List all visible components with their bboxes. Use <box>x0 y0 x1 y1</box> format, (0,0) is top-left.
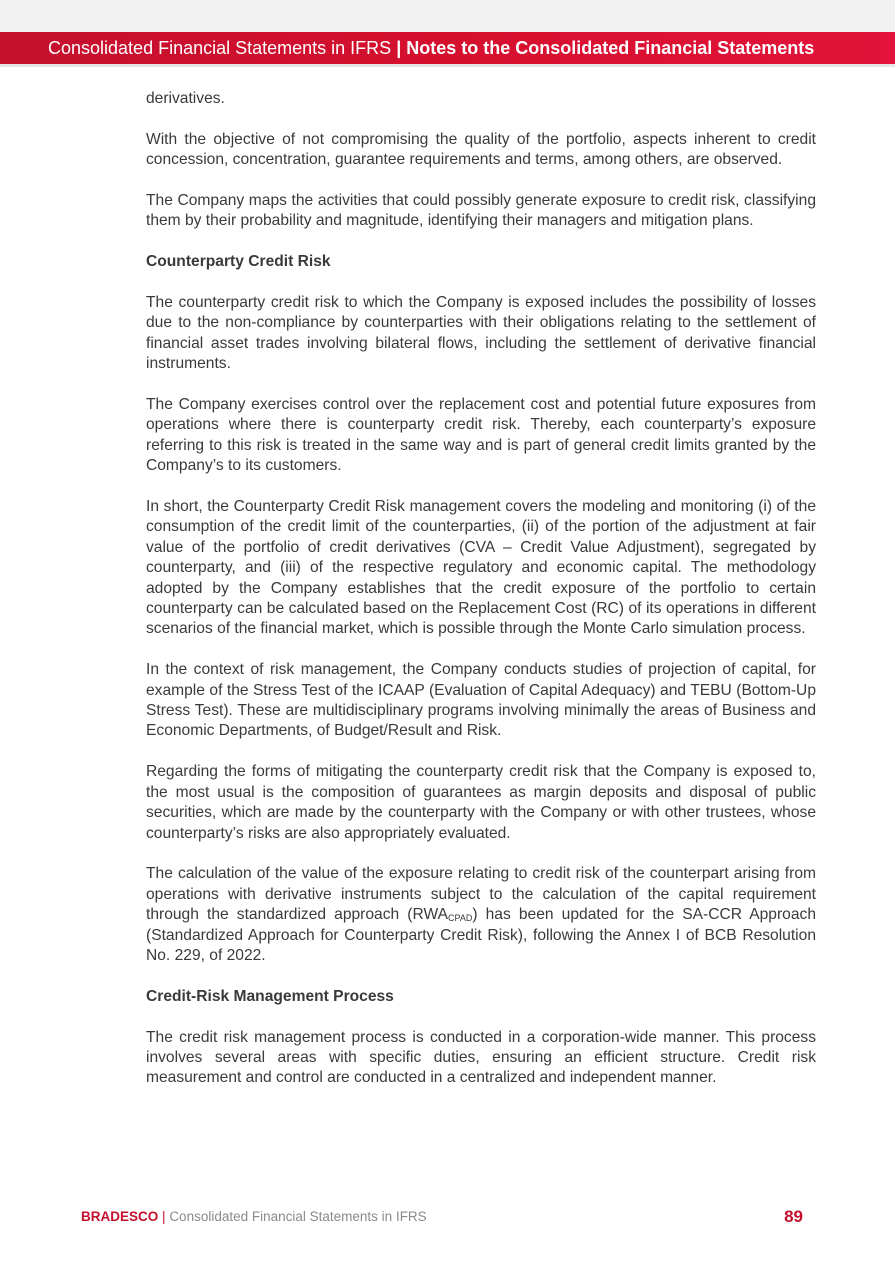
page-footer <box>81 1206 803 1228</box>
paragraph-exposure-text-b: ) has been updated for the SA-CCR Approach (Standardized Approach for Counterparty Credit Risk), following the Annex I of BCB Resolution No. 229, of 2022. <box>146 906 816 964</box>
paragraph-management-process: The credit risk management process is conducted in a corporation-wide manner. This process involves several areas with specific duties, ensuring an efficient structure. Credit risk measurement and control are conducted in a centralized and independent manner. <box>146 1028 816 1087</box>
header-separator: | <box>396 38 402 58</box>
rwa-subscript: CPAD <box>448 913 473 924</box>
page-header <box>0 32 895 64</box>
header-divider <box>0 64 895 67</box>
paragraph-counterparty-definition: The counterparty credit risk to which the Company is exposed includes the possibility of losses due to the non-compliance by counterparties with their obligations relating to the settlement of financial asset trades involving bilateral flows, including the settlement of derivative financial instruments. <box>146 294 816 373</box>
paragraph-mitigation: Regarding the forms of mitigating the counterparty credit risk that the Company is exposed to, the most usual is the composition of guarantees as margin deposits and disposal of public securities, which are made by the counterparty with the Company or with other trustees, whose counterparty’s risks are also appropriately evaluated. <box>146 763 816 842</box>
header-chapter-title: Notes to the Consolidated Financial Statements <box>406 38 815 58</box>
paragraph-activity-mapping: The Company maps the activities that could possibly generate exposure to credit risk, classifying them by their probability and magnitude, identifying their managers and mitigation plans. <box>146 192 816 230</box>
heading-credit-risk-management-process: Credit-Risk Management Process <box>146 987 394 1005</box>
heading-counterparty-credit-risk: Counterparty Credit Risk <box>146 253 331 271</box>
paragraph-continuation: derivatives. <box>146 90 225 107</box>
footer-separator: | <box>162 1209 166 1224</box>
footer-document-title: Consolidated Financial Statements in IFRS <box>169 1209 427 1224</box>
paragraph-stress-testing: In the context of risk management, the Company conducts studies of projection of capital, for example of the Stress Test of the ICAAP (Evaluation of Capital Adequacy) and TEBU (Bottom-Up Stress Test). These are multidisciplinary programs involving minimally the areas of Business and Economic Departments, of Budget/Result and Risk. <box>146 661 816 740</box>
footer-brand: BRADESCO <box>81 1209 159 1224</box>
page-number: 89 <box>784 1207 803 1226</box>
paragraph-management-summary: In short, the Counterparty Credit Risk management covers the modeling and monitoring (i) of the consumption of the credit limit of the counterparties, (ii) of the portion of the adjustment at fair value of the portfolio of credit derivatives (CVA – Credit Value Adjustment), segregated by counterparty, and (iii) of the respective regulatory and economic capital. The methodology adopted by the Company establishes that the credit exposure of the portfolio to certain counterparty can be calculated based on the Replacement Cost (RC) of its operations in different scenarios of the financial market, which is possible through the Monte Carlo simulation process. <box>146 498 816 638</box>
paragraph-replacement-cost-control: The Company exercises control over the replacement cost and potential future exposures from operations where there is counterparty credit risk. Thereby, each counterparty’s exposure referring to this risk is treated in the same way and is part of general credit limits granted by the Company’s to its customers. <box>146 396 816 475</box>
header-section-title: Consolidated Financial Statements in IFRS <box>48 38 392 58</box>
top-margin <box>0 0 895 32</box>
paragraph-portfolio-quality: With the objective of not compromising the quality of the portfolio, aspects inherent to credit concession, concentration, guarantee requirements and terms, among others, are observed. <box>146 130 816 169</box>
document-body <box>146 89 816 1109</box>
paragraph-exposure-calculation <box>146 864 816 966</box>
paragraph-exposure-text-a: The calculation of the value of the exposure relating to credit risk of the counterpart arising from operations with derivative instruments subject to the calculation of the capital requirement through the standardized approach (RWA <box>146 865 816 924</box>
header-title <box>48 32 814 64</box>
